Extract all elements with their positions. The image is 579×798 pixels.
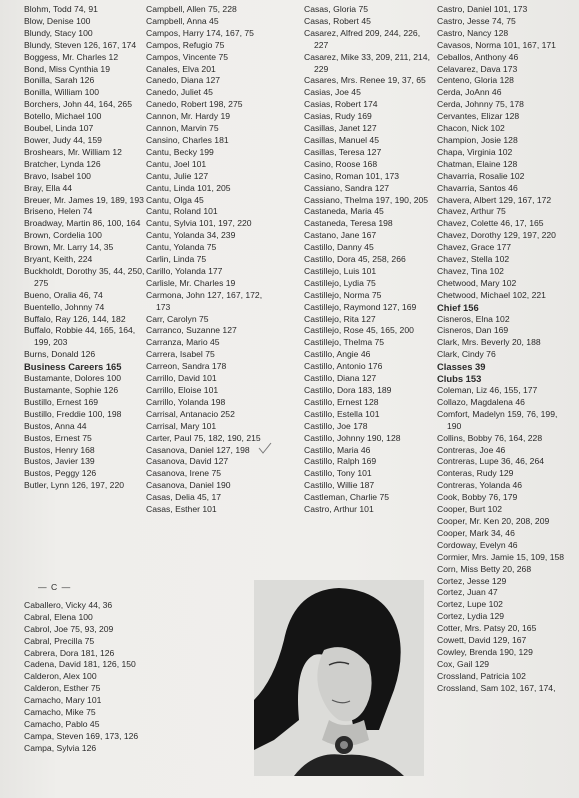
- index-entry: Carlin, Linda 75: [146, 254, 207, 265]
- index-entry: Casas, Gloria 75: [304, 4, 369, 14]
- index-entry: Cantu, Olga 45: [146, 194, 204, 205]
- index-entry: Contreras, Joe 46: [437, 444, 506, 455]
- index-column-1: [24, 4, 144, 492]
- index-entry: Cantu, Linda 101, 205: [146, 182, 231, 193]
- index-entry: Burns, Donald 126: [24, 349, 96, 360]
- index-entry: Breuer, Mr. James 19, 189, 193: [24, 194, 144, 205]
- index-entry: Cook, Bobby 76, 179: [437, 492, 518, 503]
- index-column-1-c-section: [24, 574, 174, 755]
- index-entry: Chavarria, Rosalie 102: [437, 170, 525, 181]
- index-entry: Brown, Cordelia 100: [24, 230, 102, 241]
- index-entry: Cox, Gail 129: [437, 658, 490, 669]
- index-entry: Castillejo, Thelma 75: [304, 337, 385, 348]
- index-entry: Cowley, Brenda 190, 129: [437, 646, 533, 657]
- index-entry: Castillejo, Luis 101: [304, 265, 377, 276]
- index-entry: Castillo, Antonio 176: [304, 361, 383, 372]
- index-entry: Cormier, Mrs. Jamie 15, 109, 158: [437, 551, 565, 562]
- index-entry: Casares, Mrs. Renee 19, 37, 65: [304, 75, 426, 86]
- index-entry: Collazo, Magdalena 46: [437, 396, 525, 407]
- index-entry: Bustillo, Ernest 169: [24, 396, 99, 407]
- index-entry: Calderon, Alex 100: [24, 671, 97, 682]
- index-entry: Campos, Harry 174, 167, 75: [146, 27, 254, 38]
- index-entry: Casino, Roose 168: [304, 158, 378, 169]
- index-entry: 229: [314, 63, 329, 74]
- index-entry: Castro, Jesse 74, 75: [437, 15, 516, 26]
- index-entry: Chatman, Elaine 128: [437, 158, 518, 169]
- index-entry: Chetwood, Mary 102: [437, 277, 517, 288]
- index-entry: Campos, Vincente 75: [146, 51, 229, 62]
- index-column-2: [146, 4, 302, 516]
- index-entry: Casillas, Janet 127: [304, 123, 377, 134]
- index-entry: Casas, Delia 45, 17: [146, 492, 221, 503]
- index-entry: Chapa, Virginia 102: [437, 146, 513, 157]
- index-entry: Cerda, JoAnn 46: [437, 87, 502, 98]
- index-entry: Clark, Cindy 76: [437, 349, 496, 360]
- index-entry: Carlisle, Mr. Charles 19: [146, 277, 236, 288]
- index-entry: Bustamante, Sophie 126: [24, 385, 119, 395]
- index-entry: Carter, Paul 75, 182, 190, 215: [146, 432, 261, 443]
- index-entry: Canales, Elva 201: [146, 63, 216, 74]
- index-entry: Blundy, Stacy 100: [24, 27, 93, 38]
- student-portrait-photo: [254, 580, 424, 776]
- index-column-3: [304, 4, 438, 516]
- index-entry: Castillejo, Norma 75: [304, 289, 382, 300]
- index-entry: Camacho, Mary 101: [24, 695, 102, 706]
- index-entry: Cisneros, Dan 169: [437, 325, 509, 336]
- index-entry: Casas, Esther 101: [146, 504, 217, 515]
- index-entry: Carrillo, Eloise 101: [146, 385, 219, 395]
- index-entry: Classes 39: [437, 361, 486, 373]
- index-entry: Bonilla, Sarah 126: [24, 75, 95, 86]
- index-entry: Castillo, Tony 101: [304, 468, 372, 479]
- index-entry: Clubs 153: [437, 373, 482, 385]
- index-entry: Bratcher, Lynda 126: [24, 158, 101, 169]
- index-entry: Cantu, Becky 199: [146, 146, 214, 157]
- index-entry: Castillo, Ralph 169: [304, 456, 377, 467]
- index-entry: Castillejo, Rose 45, 165, 200: [304, 325, 414, 336]
- index-entry: Castano, Jane 167: [304, 230, 377, 241]
- index-entry: Bustos, Anna 44: [24, 420, 87, 431]
- index-entry: Cassiano, Thelma 197, 190, 205: [304, 194, 429, 205]
- index-entry: Cabrol, Joe 75, 93, 209: [24, 623, 114, 634]
- index-entry: Chief 156: [437, 301, 479, 313]
- index-entry: 199, 203: [34, 337, 68, 348]
- index-entry: 190: [447, 420, 462, 431]
- index-entry: Campa, Steven 169, 173, 126: [24, 730, 139, 741]
- index-entry: Cantu, Yolanda 34, 239: [146, 230, 236, 241]
- index-entry: Cowett, David 129, 167: [437, 635, 527, 646]
- index-entry: Canedo, Diana 127: [146, 75, 221, 86]
- index-entry: Buentello, Johnny 74: [24, 301, 105, 312]
- index-entry: Cotter, Mrs. Patsy 20, 165: [437, 623, 537, 634]
- index-entry: Cortez, Jesse 129: [437, 575, 507, 586]
- index-entry: Castillo, Diana 127: [304, 373, 377, 384]
- index-entry: Casarez, Alfred 209, 244, 226,: [304, 27, 421, 38]
- index-entry: Camacho, Mike 75: [24, 707, 96, 718]
- index-entry: Cansino, Charles 181: [146, 134, 229, 145]
- index-entry: Brown, Mr. Larry 14, 35: [24, 242, 114, 253]
- index-entry: Bonilla, William 100: [24, 87, 99, 98]
- index-entry: Cantu, Yolanda 75: [146, 242, 217, 253]
- index-entry: Cortez, Lupe 102: [437, 599, 503, 610]
- index-entry: Business Careers 165: [24, 361, 122, 373]
- index-entry: Cabrera, Dora 181, 126: [24, 647, 115, 658]
- index-entry: Casias, Robert 174: [304, 99, 378, 110]
- index-entry: Cantu, Joel 101: [146, 158, 207, 169]
- index-entry: Broadway, Martin 86, 100, 164: [24, 218, 141, 229]
- index-entry: Castillo, Danny 45: [304, 242, 374, 253]
- index-entry: Bond, Miss Cynthia 19: [24, 63, 110, 74]
- index-entry: Botello, Michael 100: [24, 111, 102, 122]
- index-entry: Casillas, Teresa 127: [304, 146, 382, 157]
- index-entry: Castillejo, Lydia 75: [304, 277, 376, 288]
- index-entry: Cannon, Mr. Hardy 19: [146, 111, 231, 122]
- index-entry: Bryant, Keith, 224: [24, 254, 93, 265]
- index-entry: Campbell, Anna 45: [146, 15, 219, 26]
- index-entry: Bustos, Ernest 75: [24, 432, 92, 443]
- index-entry: Bustos, Henry 168: [24, 444, 95, 455]
- index-entry: Carreon, Sandra 178: [146, 361, 227, 372]
- index-entry: Castleman, Charlie 75: [304, 492, 390, 503]
- index-entry: Buffalo, Robbie 44, 165, 164,: [24, 325, 136, 336]
- index-entry: Contreras, Yolanda 46: [437, 480, 523, 491]
- index-entry: Blohm, Todd 74, 91: [24, 4, 98, 14]
- index-entry: Canedo, Robert 198, 275: [146, 99, 243, 110]
- index-entry: Carr, Carolyn 75: [146, 313, 209, 324]
- index-entry: Blundy, Steven 126, 167, 174: [24, 39, 137, 50]
- index-entry: Cisneros, Elna 102: [437, 313, 510, 324]
- index-entry: Cabral, Elena 100: [24, 611, 93, 622]
- index-entry: Celavarez, Dava 173: [437, 63, 518, 74]
- index-entry: Contreras, Lupe 36, 46, 264: [437, 456, 545, 467]
- index-entry: Cortez, Juan 47: [437, 587, 498, 598]
- index-entry: Carillo, Yolanda 177: [146, 265, 223, 276]
- index-entry: Coleman, Liz 46, 155, 177: [437, 385, 538, 395]
- letter-divider-c: — C —: [38, 582, 72, 592]
- index-entry: Bueno, Oralia 46, 74: [24, 289, 103, 300]
- index-entry: 227: [314, 39, 329, 50]
- index-entry: Cooper, Burt 102: [437, 504, 502, 515]
- index-entry: Chavez, Stella 102: [437, 254, 510, 265]
- index-entry: Chavez, Dorothy 129, 197, 220: [437, 230, 556, 241]
- index-entry: Boggess, Mr. Charles 12: [24, 51, 119, 62]
- checkmark-annotation: [258, 442, 272, 454]
- index-entry: Casanova, Daniel 127, 198: [146, 444, 250, 455]
- index-entry: Briseno, Helen 74: [24, 206, 93, 217]
- index-entry: Canedo, Juliet 45: [146, 87, 213, 98]
- index-entry: Cannon, Marvin 75: [146, 123, 219, 134]
- index-entry: Conteras, Rudy 129: [437, 468, 514, 479]
- index-entry: Collins, Bobby 76, 164, 228: [437, 432, 543, 443]
- index-entry: Castro, Daniel 101, 173: [437, 4, 528, 14]
- index-entry: Castillo, Joe 178: [304, 420, 368, 431]
- index-entry: Cerda, Johnny 75, 178: [437, 99, 524, 110]
- index-entry: Campbell, Allen 75, 228: [146, 4, 237, 14]
- index-entry: Carrillo, David 101: [146, 373, 217, 384]
- index-entry: Boubel, Linda 107: [24, 123, 94, 134]
- index-entry: Carrisal, Mary 101: [146, 420, 217, 431]
- index-entry: Carrillo, Yolanda 198: [146, 396, 226, 407]
- index-entry: Cantu, Sylvia 101, 197, 220: [146, 218, 252, 229]
- index-entry: Blow, Denise 100: [24, 15, 91, 26]
- index-entry: Centeno, Gloria 128: [437, 75, 514, 86]
- index-entry: Cortez, Lydia 129: [437, 611, 505, 622]
- index-entry: Bravo, Isabel 100: [24, 170, 91, 181]
- index-entry: Casas, Robert 45: [304, 15, 371, 26]
- index-entry: Casias, Joe 45: [304, 87, 361, 98]
- index-entry: Casarez, Mike 33, 209, 211, 214,: [304, 51, 430, 62]
- index-entry: Carranco, Suzanne 127: [146, 325, 237, 336]
- index-entry: Chavez, Grace 177: [437, 242, 512, 253]
- index-entry: Cadena, David 181, 126, 150: [24, 659, 136, 670]
- index-entry: Carranza, Mario 45: [146, 337, 220, 348]
- index-entry: Bustamante, Dolores 100: [24, 373, 121, 384]
- index-entry: Clark, Mrs. Beverly 20, 188: [437, 337, 541, 348]
- index-entry: Calderon, Esther 75: [24, 683, 101, 694]
- index-entry: Chavez, Colette 46, 17, 165: [437, 218, 544, 229]
- index-entry: Castillo, Maria 46: [304, 444, 371, 455]
- index-entry: Comfort, Madelyn 159, 76, 199,: [437, 408, 558, 419]
- index-entry: Crossland, Patricia 102: [437, 670, 526, 681]
- index-entry: Castillejo, Raymond 127, 169: [304, 301, 417, 312]
- index-entry: Castaneda, Teresa 198: [304, 218, 393, 229]
- index-entry: Carmona, John 127, 167, 172,: [146, 289, 263, 300]
- index-entry: Chetwood, Michael 102, 221: [437, 289, 546, 300]
- index-entry: Butler, Lynn 126, 197, 220: [24, 480, 125, 491]
- index-entry: Bower, Judy 44, 159: [24, 134, 102, 145]
- index-entry: Casanova, Daniel 190: [146, 480, 231, 491]
- index-entry: Bustos, Javier 139: [24, 456, 95, 467]
- index-entry: Campa, Sylvia 126: [24, 742, 97, 753]
- index-entry: Cantu, Roland 101: [146, 206, 218, 217]
- index-entry: Ceballos, Anthony 46: [437, 51, 519, 62]
- index-entry: Chacon, Nick 102: [437, 123, 505, 134]
- index-entry: Camacho, Pablo 45: [24, 718, 100, 729]
- index-entry: Buckholdt, Dorothy 35, 44, 250,: [24, 265, 145, 276]
- index-entry: Casino, Roman 101, 173: [304, 170, 400, 181]
- index-entry: Casanova, David 127: [146, 456, 229, 467]
- index-entry: Cassiano, Sandra 127: [304, 182, 390, 193]
- index-column-4: [437, 4, 579, 695]
- index-entry: Castro, Arthur 101: [304, 504, 374, 515]
- index-entry: Cooper, Mark 34, 46: [437, 527, 515, 538]
- index-entry: Castillo, Dora 45, 258, 266: [304, 254, 406, 265]
- index-entry: Carrisal, Antanacio 252: [146, 408, 235, 419]
- index-entry: Corn, Miss Betty 20, 268: [437, 563, 532, 574]
- index-entry: Castillo, Dora 183, 189: [304, 385, 392, 395]
- index-entry: Caballero, Vicky 44, 36: [24, 599, 113, 610]
- index-entry: Castillo, Angie 46: [304, 349, 371, 360]
- index-entry: Castro, Nancy 128: [437, 27, 509, 38]
- index-entry: 173: [156, 301, 171, 312]
- index-entry: Castillo, Johnny 190, 128: [304, 432, 401, 443]
- index-entry: Champion, Josie 128: [437, 134, 518, 145]
- index-entry: Chavez, Tina 102: [437, 265, 504, 276]
- index-entry: 275: [34, 277, 49, 288]
- index-entry: Castillo, Estella 101: [304, 408, 380, 419]
- index-entry: Chavera, Albert 129, 167, 172: [437, 194, 552, 205]
- index-entry: Borchers, John 44, 164, 265: [24, 99, 132, 110]
- index-entry: Cantu, Julie 127: [146, 170, 209, 181]
- index-entry: Chavarria, Santos 46: [437, 182, 518, 193]
- index-entry: Bray, Ella 44: [24, 182, 73, 193]
- index-entry: Castillo, Ernest 128: [304, 396, 379, 407]
- index-entry: Bustillo, Freddie 100, 198: [24, 408, 122, 419]
- index-entry: Chavez, Arthur 75: [437, 206, 506, 217]
- index-entry: Cervantes, Elizar 128: [437, 111, 520, 122]
- index-entry: Campos, Refugio 75: [146, 39, 225, 50]
- index-entry: Cooper, Mr. Ken 20, 208, 209: [437, 515, 550, 526]
- index-entry: Cordoway, Evelyn 46: [437, 539, 518, 550]
- index-entry: Cabral, Precilla 75: [24, 635, 95, 646]
- index-entry: Carrera, Isabel 75: [146, 349, 215, 360]
- index-entry: Casillas, Manuel 45: [304, 134, 379, 145]
- index-entry: Casias, Rudy 169: [304, 111, 372, 122]
- index-entry: Castillejo, Rita 127: [304, 313, 376, 324]
- index-entry: Bustos, Peggy 126: [24, 468, 97, 479]
- index-entry: Castaneda, Maria 45: [304, 206, 384, 217]
- index-entry: Buffalo, Ray 126, 144, 182: [24, 313, 126, 324]
- index-entry: Castillo, Willie 187: [304, 480, 375, 491]
- index-entry: Cavasos, Norma 101, 167, 171: [437, 39, 556, 50]
- index-entry: Crossland, Sam 102, 167, 174,: [437, 682, 556, 693]
- index-entry: Casanova, Irene 75: [146, 468, 222, 479]
- index-entry: Broshears, Mr. William 12: [24, 146, 122, 157]
